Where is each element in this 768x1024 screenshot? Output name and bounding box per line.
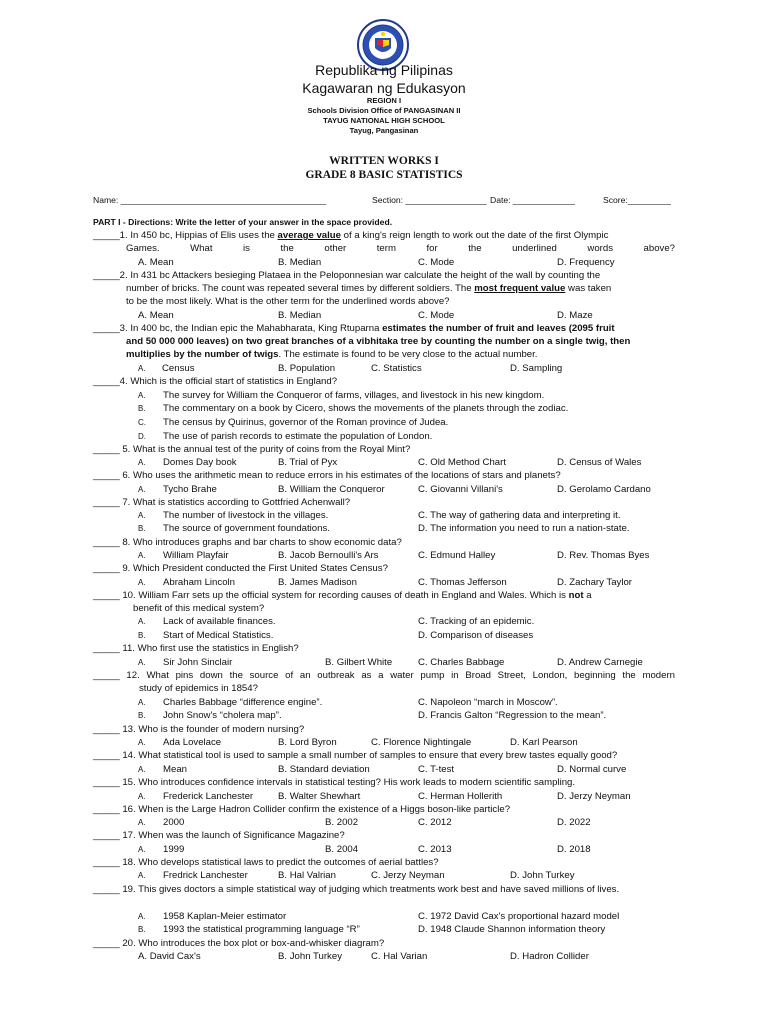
question-3-line-3: multiplies by the number of twigs. The estimate is found to be very close to the actual number. [126,349,538,360]
q12-option-c[interactable]: C. Napoleon “march in Moscow”. [418,697,558,708]
q1-option-a[interactable]: A. Mean [138,257,174,268]
q17-option-c[interactable]: C. 2013 [418,844,452,855]
question-11-stem: _____ 11. Who first use the statistics in English? [93,643,299,654]
underlined-term: most frequent value [474,283,566,294]
question-18-stem: _____ 18. Who develops statistical laws to predict the outcomes of aerial battles? [93,857,439,868]
question-12-line-1: _____ 12. What pins down the source of an outbreak as a water pump in Broad Street, London, beginning the modern [93,670,675,681]
question-1-line-1: _____1. In 450 bc, Hippias of Elis uses the average value of a king's reign length to work out the date of the first Olympic [93,230,609,241]
header-department: Kagawaran ng Edukasyon [302,80,466,96]
q20-option-a[interactable]: A. David Cax's [138,951,201,962]
question-2-line-1: _____2. In 431 bc Attackers besieging Plataea in the Peloponnesian war calculate the height of the wall by counting the [93,270,601,281]
q2-option-c[interactable]: C. Mode [418,310,455,321]
q5-option-a[interactable]: A. Domes Day book [138,457,237,468]
q17-option-d[interactable]: D. 2018 [557,844,591,855]
question-13-stem: _____ 13. Who is the founder of modern nursing? [93,724,305,735]
q13-option-a[interactable]: A. Ada Lovelace [138,737,222,748]
q8-option-d[interactable]: D. Rev. Thomas Byes [557,550,650,561]
q10-option-b[interactable]: B. Start of Medical Statistics. [138,630,274,641]
q10-option-a[interactable]: A. Lack of available finances. [138,616,276,627]
question-8-stem: _____ 8. Who introduces graphs and bar charts to show economic data? [93,537,402,548]
q19-option-a[interactable]: A. 1958 Kaplan-Meier estimator [138,911,287,922]
q2-option-d[interactable]: D. Maze [557,310,593,321]
q18-option-c[interactable]: C. Jerzy Neyman [371,870,445,881]
header-republic: Republika ng Pilipinas [315,62,453,78]
name-field[interactable]: Name: ___________________________________________ [93,195,327,205]
q13-option-c[interactable]: C. Florence Nightingale [371,737,472,748]
q3-option-b[interactable]: B. Population [278,363,336,374]
question-12-line-2: study of epidemics in 1854? [139,683,258,694]
q16-option-d[interactable]: D. 2022 [557,817,591,828]
q19-option-b[interactable]: B. 1993 the statistical programming language “R” [138,924,360,935]
directions: PART I - Directions: Write the letter of your answer in the space provided. [93,217,393,227]
q19-option-c[interactable]: C. 1972 David Cax's proportional hazard model [418,911,620,922]
q12-option-b[interactable]: B. John Snow's “cholera map”. [138,710,282,721]
q15-option-c[interactable]: C. Herman Hollerith [418,791,503,802]
q3-option-c[interactable]: C. Statistics [371,363,422,374]
q6-option-a[interactable]: A. Tycho Brahe [138,484,217,495]
q8-option-c[interactable]: C. Edmund Halley [418,550,496,561]
q7-option-b[interactable]: B. The source of government foundations. [138,523,330,534]
q5-option-b[interactable]: B. Trial of Pyx [278,457,338,468]
q9-option-b[interactable]: B. James Madison [278,577,357,588]
q20-option-d[interactable]: D. Hadron Collider [510,951,589,962]
q6-option-d[interactable]: D. Gerolamo Cardano [557,484,651,495]
q16-option-b[interactable]: B. 2002 [325,817,359,828]
q5-option-c[interactable]: C. Old Method Chart [418,457,506,468]
question-9-stem: _____ 9. Which President conducted the First United States Census? [93,563,388,574]
question-14-stem: _____ 14. What statistical tool is used to sample a small number of samples to ensure that every brew tastes equally good? [93,750,618,761]
q13-option-b[interactable]: B. Lord Byron [278,737,337,748]
q16-option-a[interactable]: A. 2000 [138,817,185,828]
header-town: Tayug, Pangasinan [349,126,419,135]
q4-option-b[interactable]: B. The commentary on a book by Cicero, shows the movements of the planets through the zodiac. [138,403,569,414]
q13-option-d[interactable]: D. Karl Pearson [510,737,578,748]
date-field[interactable]: Date: _____________ [490,195,576,205]
q11-option-a[interactable]: A. Sir John Sinclair [138,657,233,668]
score-field[interactable]: Score:_________ [603,195,671,205]
q10-option-d[interactable]: D. Comparison of diseases [418,630,534,641]
q20-option-c[interactable]: C. Hal Varian [371,951,428,962]
q12-option-a[interactable]: A. Charles Babbage “difference engine”. [138,697,323,708]
question-19-stem: _____ 19. This gives doctors a simple statistical way of judging which treatments work best and have saved millions of lives. [93,884,620,895]
q6-option-b[interactable]: B. William the Conqueror [278,484,385,495]
q14-option-d[interactable]: D. Normal curve [557,764,627,775]
underlined-term: average value [277,230,342,241]
question-10-line-1: _____ 10. William Farr sets up the official system for recording causes of death in England and Wales. Which is not a [93,590,592,601]
q7-option-a[interactable]: A. The number of livestock in the villages. [138,510,329,521]
exam-title: WRITTEN WORKS I [329,155,439,167]
question-3-line-1: _____3. In 400 bc, the Indian epic the Mahabharata, King Rtuparna estimates the number of fruit and leaves (2095 fruit [93,323,615,334]
question-10-line-2: benefit of this medical system? [133,603,265,614]
header-school: TAYUG NATIONAL HIGH SCHOOL [323,116,445,125]
q9-option-a[interactable]: A. Abraham Lincoln [138,577,235,588]
q9-option-c[interactable]: C. Thomas Jefferson [418,577,507,588]
q3-option-a[interactable]: Census [162,363,195,374]
q6-option-c[interactable]: C. Giovanni Villani's [418,484,503,495]
q17-option-b[interactable]: B. 2004 [325,844,359,855]
q8-option-b[interactable]: B. Jacob Bernoulli's Ars [278,550,379,561]
q1-option-d[interactable]: D. Frequency [557,257,615,268]
q11-option-d[interactable]: D. Andrew Carnegie [557,657,643,668]
q4-option-a[interactable]: A. The survey for William the Conqueror of farms, villages, and livestock in his new kingdom. [138,390,545,401]
question-1-line-2: Games. What is the other term for the underlined words above? [126,243,675,254]
question-20-stem: _____ 20. Who introduces the box plot or box-and-whisker diagram? [93,938,385,949]
q4-option-c[interactable]: C. The census by Quirinus, governor of the Roman province of Judea. [138,417,449,428]
q19-option-d[interactable]: D. 1948 Claude Shannon information theory [418,924,606,935]
q1-option-c[interactable]: C. Mode [418,257,455,268]
q17-option-a[interactable]: A. 1999 [138,844,185,855]
q18-option-a[interactable]: A. Fredrick Lanchester [138,870,248,881]
q3-option-a-letter: A. [138,364,146,373]
q10-option-c[interactable]: C. Tracking of an epidemic. [418,616,535,627]
q20-option-b[interactable]: B. John Turkey [278,951,342,962]
header-region: REGION I [366,96,402,105]
q2-option-a[interactable]: A. Mean [138,310,174,321]
question-2-line-2: number of bricks. The count was repeated several times by different soldiers. The most frequent value was taken [126,283,612,294]
question-17-stem: _____ 17. When was the launch of Significance Magazine? [93,830,345,841]
q1-option-b[interactable]: B. Median [278,257,322,268]
q18-option-b[interactable]: B. Hal Valrian [278,870,336,881]
q8-option-a[interactable]: A. William Playfair [138,550,229,561]
q14-option-b[interactable]: B. Standard deviation [278,764,370,775]
q15-option-d[interactable]: D. Jerzy Neyman [557,791,631,802]
q11-option-b[interactable]: B. Gilbert White [325,657,393,668]
q16-option-c[interactable]: C. 2012 [418,817,452,828]
q2-option-b[interactable]: B. Median [278,310,322,321]
question-15-stem: _____ 15. Who introduces confidence intervals in statistical testing? His work leads to modern scientific sampling. [93,777,576,788]
question-3-line-2: and 50 000 000 leaves) on two great branches of a vibhitaka tree by counting the number on a single twig, then [126,336,631,347]
q14-option-a[interactable]: A. Mean [138,764,187,775]
q9-option-d[interactable]: D. Zachary Taylor [557,577,632,588]
q15-option-a[interactable]: A. Frederick Lanchester [138,791,254,802]
header-division: Schools Division Office of PANGASINAN II [307,106,461,115]
q5-option-d[interactable]: D. Census of Wales [557,457,642,468]
section-field[interactable]: Section: _________________ [372,195,487,205]
question-7-stem: _____ 7. What is statistics according to Gottfried Achenwall? [93,497,351,508]
q11-option-c[interactable]: C. Charles Babbage [418,657,505,668]
question-16-stem: _____ 16. When is the Large Hadron Collider confirm the existence of a Higgs boson-like particle? [93,804,511,815]
q14-option-c[interactable]: C. T-test [418,764,455,775]
q15-option-b[interactable]: B. Walter Shewhart [278,791,361,802]
q12-option-d[interactable]: D. Francis Galton “Regression to the mean”. [418,710,607,721]
exam-subtitle: GRADE 8 BASIC STATISTICS [305,169,463,181]
question-6-stem: _____ 6. Who uses the arithmetic mean to reduce errors in his estimates of the locations of stars and planets? [93,470,561,481]
q3-option-d[interactable]: D. Sampling [510,363,563,374]
question-4-stem: _____4. Which is the official start of statistics in England? [93,376,338,387]
q7-option-c[interactable]: C. The way of gathering data and interpreting it. [418,510,621,521]
question-5-stem: _____ 5. What is the annual test of the purity of coins from the Royal Mint? [93,444,411,455]
q7-option-d[interactable]: D. The information you need to run a nation-state. [418,523,630,534]
q4-option-d[interactable]: D. The use of parish records to estimate the population of London. [138,431,433,442]
q18-option-d[interactable]: D. John Turkey [510,870,575,881]
question-2-line-3: to be the most likely. What is the other term for the underlined words above? [126,296,450,307]
